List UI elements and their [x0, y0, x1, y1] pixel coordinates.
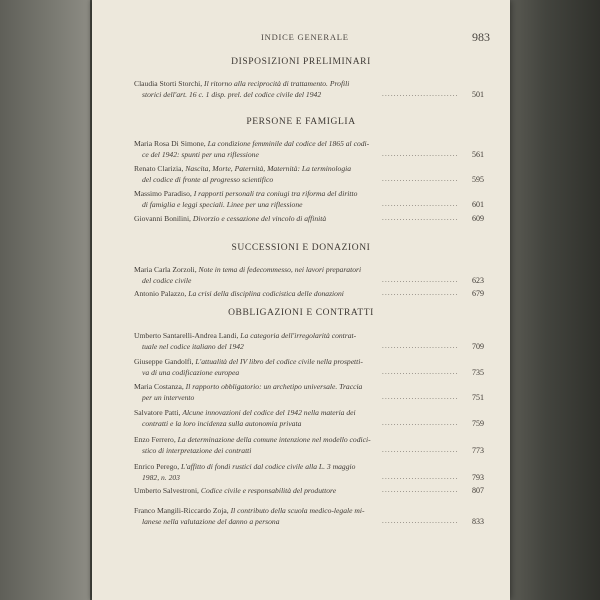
entry-author: Salvatore Patti, — [134, 408, 181, 417]
toc-entry — [134, 505, 424, 527]
running-header — [92, 30, 510, 46]
leader-dots: .......................... — [382, 368, 459, 376]
entry-title-line2: del codice civile — [142, 276, 192, 286]
entry-title-line1: Note in tema di fedecommesso, nei lavori preparatori — [198, 265, 362, 274]
entry-title-line1: L'attualità del IV libro del codice civile nella prospetti- — [195, 357, 363, 366]
toc-entry — [134, 138, 424, 160]
entry-title-line1: I rapporti personali tra coniugi tra riforma del diritto — [193, 189, 358, 198]
entry-title-line1: Il rapporto obbligatorio: un archetipo universale. Traccia — [185, 382, 363, 391]
entry-title-line2: per un intervento — [142, 393, 195, 403]
background-right — [510, 0, 600, 600]
toc-entry — [134, 288, 424, 299]
entry-page-number: 561 — [472, 150, 484, 159]
section-heading: OBBLIGAZIONI E CONTRATTI — [228, 308, 374, 318]
entry-page-number: 773 — [472, 446, 484, 455]
leader-dots: .......................... — [382, 486, 459, 494]
leader-dots: .......................... — [382, 214, 459, 222]
entry-page-number: 807 — [472, 486, 484, 495]
entry-title-line1: Il contributo della scuola medico-legale mi- — [230, 506, 365, 515]
entry-page-number: 609 — [472, 214, 484, 223]
entry-title-line1: Divorzio e cessazione del vincolo di affinità — [192, 214, 327, 223]
toc-entry — [134, 461, 424, 483]
leader-dots: .......................... — [382, 393, 459, 401]
toc-entry — [134, 356, 424, 378]
leader-dots: .......................... — [382, 90, 459, 98]
entry-author: Giuseppe Gandolfi, — [134, 357, 194, 366]
leader-dots: .......................... — [382, 150, 459, 158]
leader-dots: .......................... — [382, 517, 459, 525]
leader-dots: .......................... — [382, 419, 459, 427]
entry-title-line1: Alcune innovazioni del codice del 1942 nella materia dei — [182, 408, 356, 417]
entry-author: Maria Rosa Di Simone, — [134, 139, 206, 148]
book-page — [92, 0, 510, 600]
running-title: INDICE GENERALE — [261, 32, 349, 42]
entry-title-line2: 1982, n. 203 — [142, 473, 180, 483]
entry-title-line2: del codice di fronte al progresso scientifico — [142, 175, 274, 185]
entry-title-line1: Il ritorno alla reciprocità di trattamento. Profili — [204, 79, 350, 88]
entry-title-line2: ce del 1942: spunti per una riflessione — [142, 150, 259, 160]
entry-author: Umberto Salvestroni, — [134, 486, 199, 495]
leader-dots: .......................... — [382, 342, 459, 350]
entry-title-line1: La condizione femminile dal codice del 1865 al codi- — [207, 139, 370, 148]
entry-author: Renato Clarizia, — [134, 164, 184, 173]
entry-title-line2: tuale nel codice italiano del 1942 — [142, 342, 244, 352]
entry-title-line1: La determinazione della comune intenzione nel modello codici- — [177, 435, 371, 444]
toc-entry — [134, 163, 424, 185]
leader-dots: .......................... — [382, 289, 459, 297]
entry-author: Maria Costanza, — [134, 382, 184, 391]
entry-author: Franco Mangili-Riccardo Zoja, — [134, 506, 229, 515]
entry-page-number: 601 — [472, 200, 484, 209]
entry-title-line1: L'affitto di fondi rustici dal codice civile alla L. 3 maggio — [181, 462, 356, 471]
section-heading: PERSONE E FAMIGLIA — [246, 117, 356, 127]
entry-page-number: 793 — [472, 473, 484, 482]
section-heading: DISPOSIZIONI PRELIMINARI — [231, 57, 371, 67]
entry-title-line2: di famiglia e leggi speciali. Linee per una riflessione — [142, 200, 303, 210]
toc-entry — [134, 407, 424, 429]
entry-title-line2: stico di interpretazione dei contratti — [142, 446, 252, 456]
leader-dots: .......................... — [382, 276, 459, 284]
toc-entry — [134, 381, 424, 403]
leader-dots: .......................... — [382, 473, 459, 481]
entry-title-line1: La crisi della disciplina codicistica delle donazioni — [188, 289, 344, 298]
entry-title-line2: lanese nella valutazione del danno a persona — [142, 517, 280, 527]
toc-entry — [134, 188, 424, 210]
entry-title-line2: storici dell'art. 16 c. 1 disp. prel. del codice civile del 1942 — [142, 90, 322, 100]
entry-title-line2: contratti e la loro incidenza sulla autonomia privata — [142, 419, 302, 429]
toc-entry — [134, 485, 424, 496]
entry-page-number: 833 — [472, 517, 484, 526]
leader-dots: .......................... — [382, 446, 459, 454]
entry-title-line1: La categoria dell'irregolarità contrat- — [240, 331, 357, 340]
entry-author: Enrico Perego, — [134, 462, 180, 471]
entry-page-number: 623 — [472, 276, 484, 285]
entry-page-number: 679 — [472, 289, 484, 298]
entry-author: Enzo Ferrero, — [134, 435, 176, 444]
entry-title-line1: Nascita, Morte, Paternità, Maternità: La terminologia — [185, 164, 352, 173]
leader-dots: .......................... — [382, 200, 459, 208]
entry-author: Antonio Palazzo, — [134, 289, 187, 298]
entry-author: Maria Carla Zorzoli, — [134, 265, 197, 274]
entry-title-line1: Codice civile e responsabilità del produttore — [200, 486, 337, 495]
toc-entry — [134, 78, 424, 100]
entry-author: Giovanni Bonilini, — [134, 214, 191, 223]
toc-entry — [134, 264, 424, 286]
entry-author: Massimo Paradiso, — [134, 189, 192, 198]
entry-author: Umberto Santarelli-Andrea Landi, — [134, 331, 239, 340]
entry-page-number: 709 — [472, 342, 484, 351]
leader-dots: .......................... — [382, 175, 459, 183]
toc-entry — [134, 330, 424, 352]
entry-page-number: 595 — [472, 175, 484, 184]
entry-author: Claudia Storti Storchi, — [134, 79, 203, 88]
background-left — [0, 0, 90, 600]
entry-page-number: 501 — [472, 90, 484, 99]
section-heading: SUCCESSIONI E DONAZIONI — [231, 243, 371, 253]
toc-entry — [134, 434, 424, 456]
page-number: 983 — [472, 30, 490, 44]
entry-page-number: 759 — [472, 419, 484, 428]
entry-page-number: 751 — [472, 393, 484, 402]
toc-entry — [134, 213, 424, 224]
entry-title-line2: va di una codificazione europea — [142, 368, 240, 378]
entry-page-number: 735 — [472, 368, 484, 377]
